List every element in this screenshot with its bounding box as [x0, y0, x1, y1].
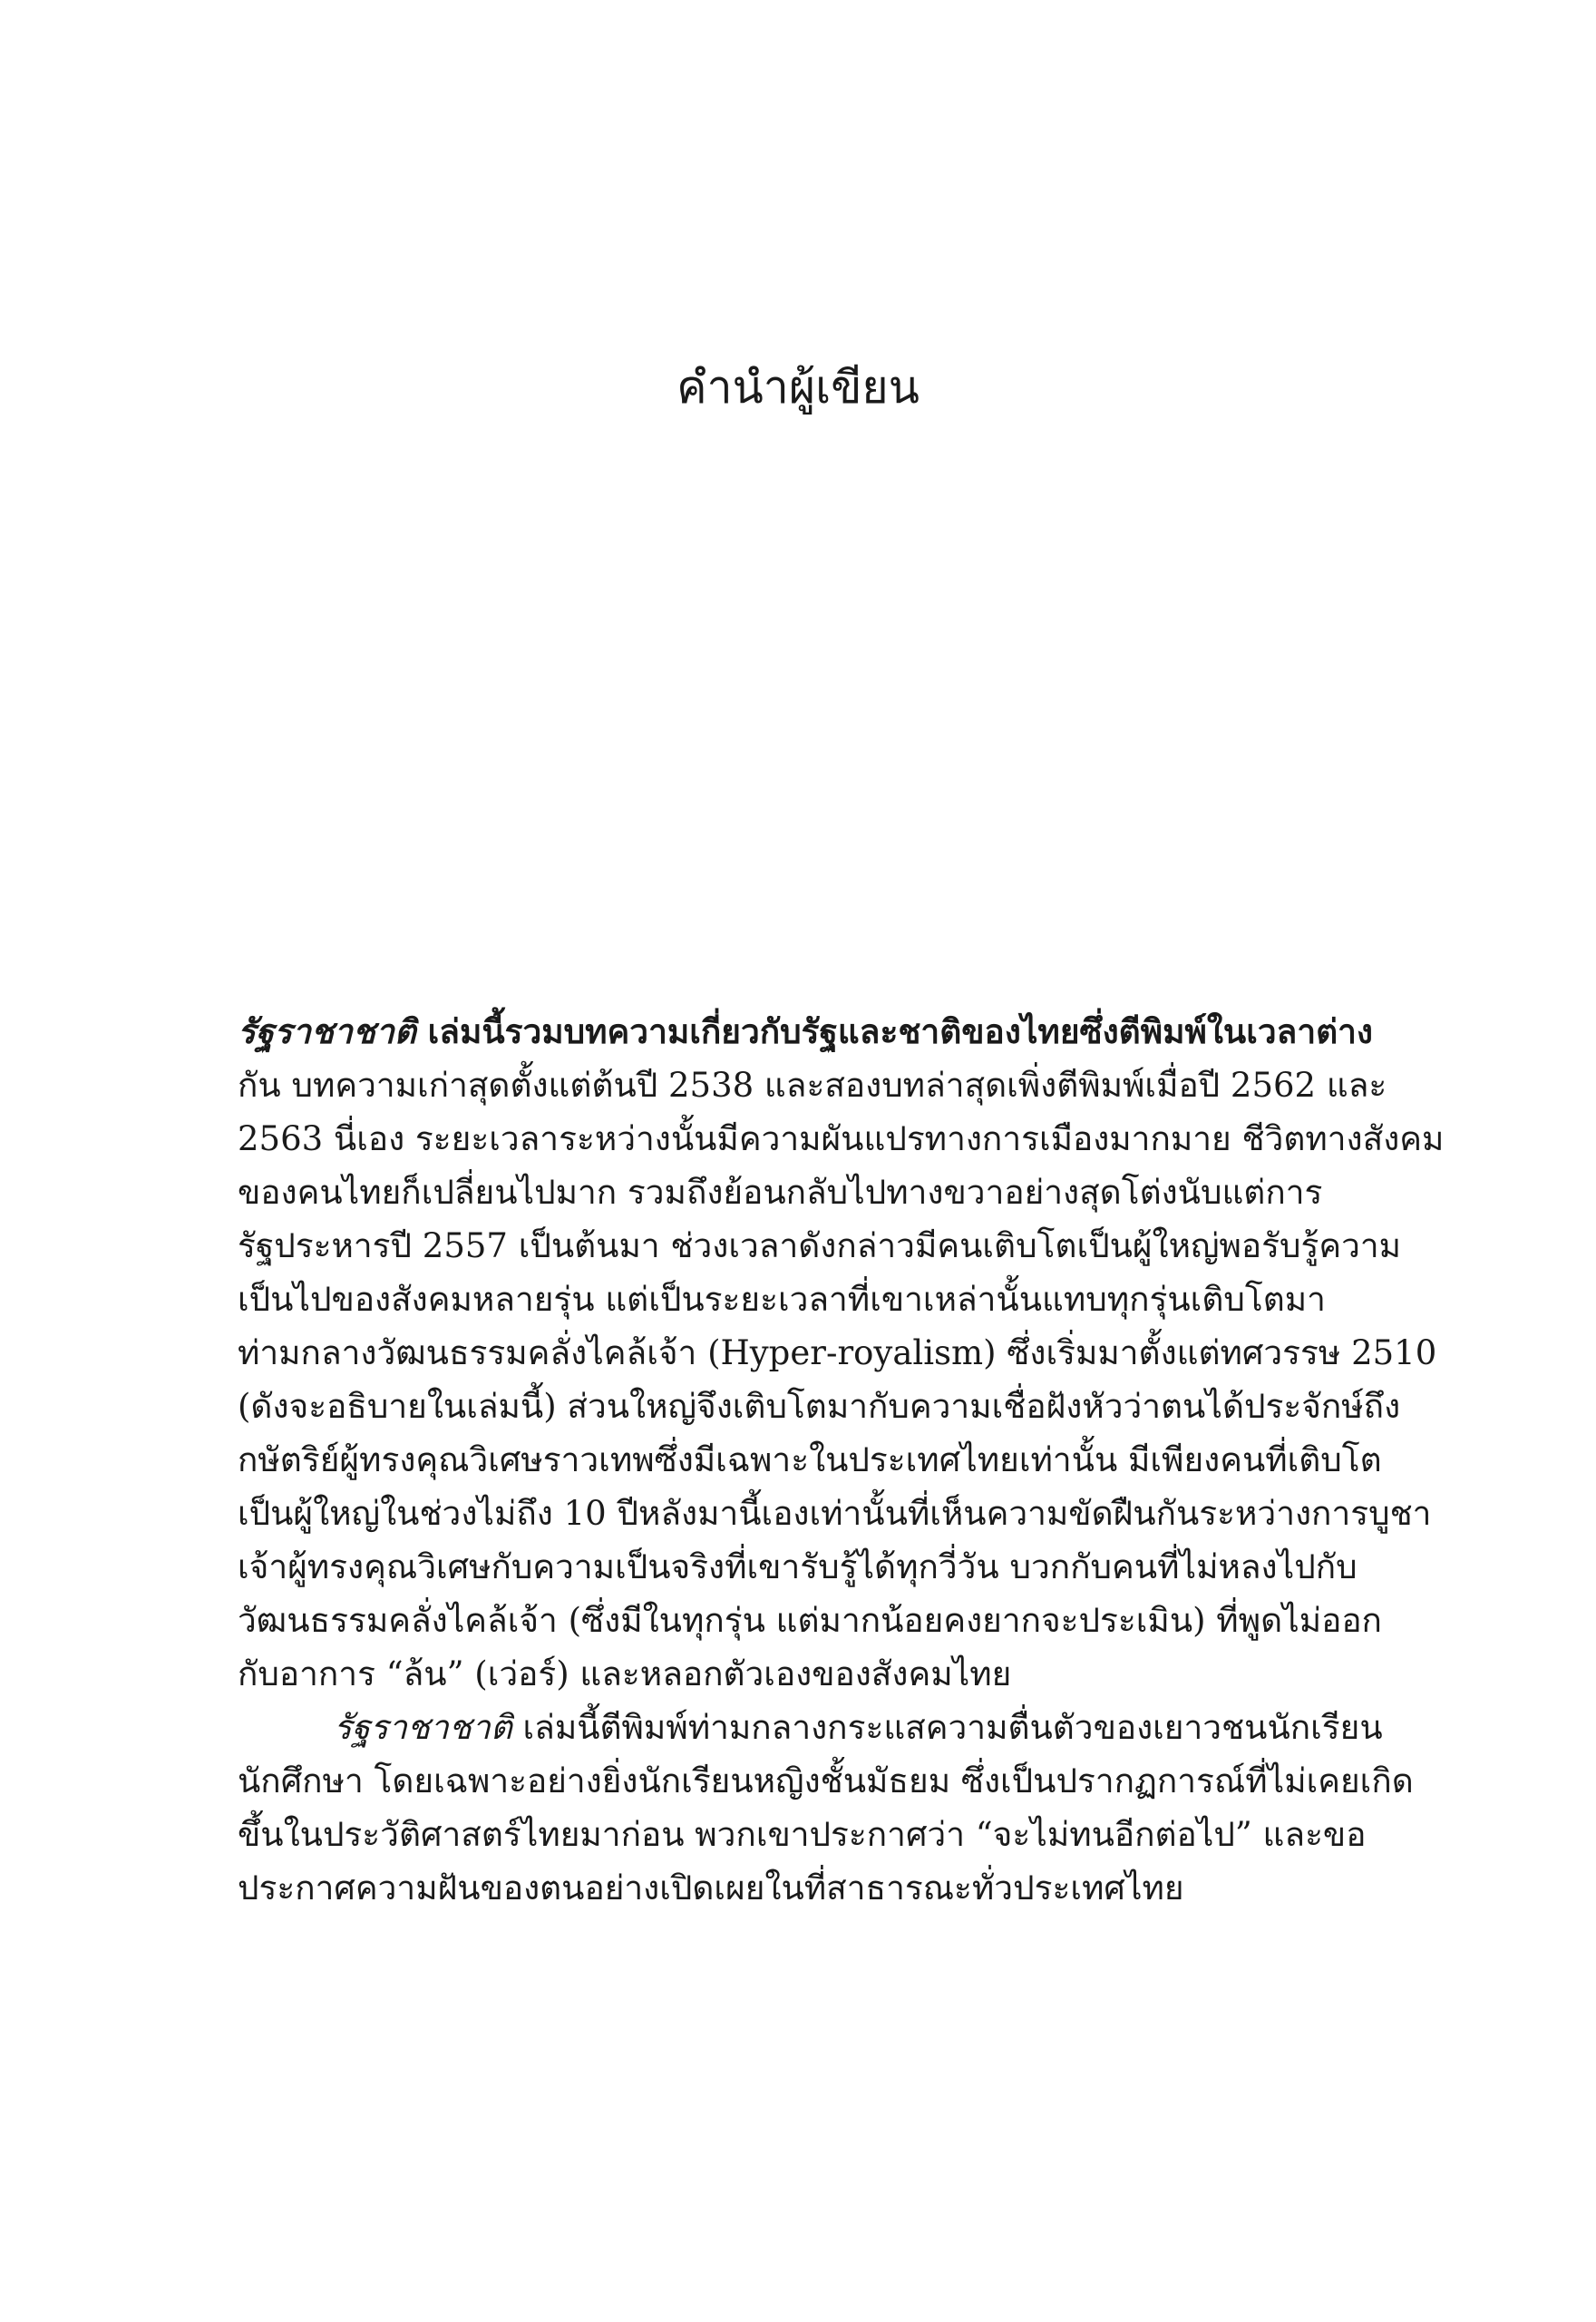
text-line: (ดังจะอธิบายในเล่มนี้) ส่วนใหญ่จึงเติบโตมากับความเชื่อฝังหัวว่าตนได้ประจักษ์ถึง	[238, 1387, 1401, 1426]
text-line: เจ้าผู้ทรงคุณวิเศษกับความเป็นจริงที่เขารับรู้ได้ทุกวี่วัน บวกกับคนที่ไม่หลงไปกับ	[238, 1547, 1358, 1586]
paragraph-2	[238, 1701, 1414, 1915]
text-line: เป็นไปของสังคมหลายรุ่น แต่เป็นระยะเวลาที่เขาเหล่านั้นแทบทุกรุ่นเติบโตมา	[238, 1280, 1326, 1319]
text-line: เป็นผู้ใหญ่ในช่วงไม่ถึง 10 ปีหลังมานี้เองเท่านั้นที่เห็นความขัดฝืนกันระหว่างการบูชา	[238, 1494, 1432, 1533]
book-title-emphasis: รัฐราชาชาติ	[334, 1708, 512, 1747]
paragraph-1	[238, 1005, 1445, 1701]
text-line	[238, 1005, 1373, 1059]
body-text	[238, 1005, 1445, 1915]
book-title-emphasis: รัฐราชาชาติ	[238, 1011, 416, 1051]
text-line: ของคนไทยก็เปลี่ยนไปมาก รวมถึงย้อนกลับไปทางขวาอย่างสุดโต่งนับแต่การ	[238, 1173, 1323, 1212]
text-line	[238, 1701, 1383, 1754]
text-segment: เล่มนี้รวมบทความเกี่ยวกับรัฐและชาติของไทยซึ่งตีพิมพ์ในเวลาต่าง	[415, 1011, 1373, 1051]
text-line: กับอาการ “ล้น” (เว่อร์) และหลอกตัวเองของสังคมไทย	[238, 1654, 1012, 1693]
text-line: ขึ้นในประวัติศาสตร์ไทยมาก่อน พวกเขาประกาศว่า “จะไม่ทนอีกต่อไป” และขอ	[238, 1815, 1367, 1854]
text-line: 2563 นี่เอง ระยะเวลาระหว่างนั้นมีความผันแปรทางการเมืองมากมาย ชีวิตทางสังคม	[238, 1119, 1445, 1158]
text-line: ท่ามกลางวัฒนธรรมคลั่งไคล้เจ้า (Hyper-royalism) ซึ่งเริ่มมาตั้งแต่ทศวรรษ 2510	[238, 1333, 1437, 1372]
text-segment: เล่มนี้ตีพิมพ์ท่ามกลางกระแสความตื่นตัวของเยาวชนนักเรียน	[511, 1708, 1383, 1747]
text-line: กัน บทความเก่าสุดตั้งแต่ต้นปี 2538 และสองบทล่าสุดเพิ่งตีพิมพ์เมื่อปี 2562 และ	[238, 1066, 1387, 1105]
text-line: กษัตริย์ผู้ทรงคุณวิเศษราวเทพซึ่งมีเฉพาะในประเทศไทยเท่านั้น มีเพียงคนที่เติบโต	[238, 1440, 1382, 1479]
page-title: คำนำผู้เขียน	[676, 361, 920, 414]
text-line: นักศึกษา โดยเฉพาะอย่างยิ่งนักเรียนหญิงชั้นมัธยม ซึ่งเป็นปรากฏการณ์ที่ไม่เคยเกิด	[238, 1761, 1414, 1800]
text-line: ประกาศความฝันของตนอย่างเปิดเผยในที่สาธารณะทั่วประเทศไทย	[238, 1868, 1184, 1907]
text-line: วัฒนธรรมคลั่งไคล้เจ้า (ซึ่งมีในทุกรุ่น แต่มากน้อยคงยากจะประเมิน) ที่พูดไม่ออก	[238, 1601, 1382, 1640]
text-line: รัฐประหารปี 2557 เป็นต้นมา ช่วงเวลาดังกล่าวมีคนเติบโตเป็นผู้ใหญ่พอรับรู้ความ	[238, 1226, 1402, 1265]
